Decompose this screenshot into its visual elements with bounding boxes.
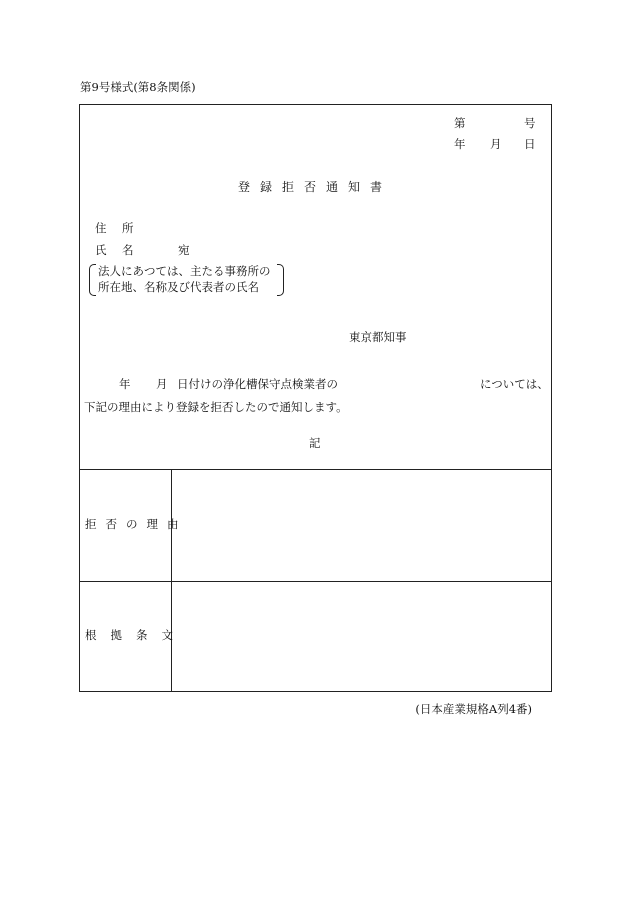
paper-size-note: (日本産業規格A列4番) (415, 702, 532, 716)
table-top-border (79, 469, 552, 470)
right-bracket (277, 264, 284, 296)
basis-label: 根拠条文 (85, 628, 187, 642)
reason-label: 拒否の理由 (85, 517, 188, 531)
name-label: 氏 名 (95, 243, 136, 257)
body-year: 年 (119, 377, 131, 391)
date-year: 年 (454, 137, 466, 151)
table-column-divider (171, 469, 172, 692)
left-bracket (89, 264, 96, 296)
body-month: 月 (156, 377, 168, 391)
table-row-divider (79, 581, 552, 582)
ki-mark: 記 (309, 436, 321, 450)
body-line2: 下記の理由により登録を拒否したので通知します。 (84, 400, 348, 414)
corp-note-line2: 所在地、名称及び代表者の氏名 (98, 280, 259, 294)
number-dai: 第 (454, 116, 466, 130)
address-label: 住 所 (95, 221, 136, 235)
number-go: 号 (524, 116, 536, 130)
form-number-label: 第9号様式(第8条関係) (80, 80, 196, 94)
honorific: 宛 (178, 243, 190, 257)
issuer: 東京都知事 (349, 330, 407, 344)
date-day: 日 (524, 137, 536, 151)
body-dated-text: 日付けの浄化槽保守点検業者の (177, 377, 338, 391)
corp-note-line1: 法人にあつては、主たる事務所の (98, 264, 271, 278)
date-month: 月 (490, 137, 502, 151)
body-concerning: については、 (480, 377, 549, 391)
document-title: 登録拒否通知書 (237, 180, 392, 194)
